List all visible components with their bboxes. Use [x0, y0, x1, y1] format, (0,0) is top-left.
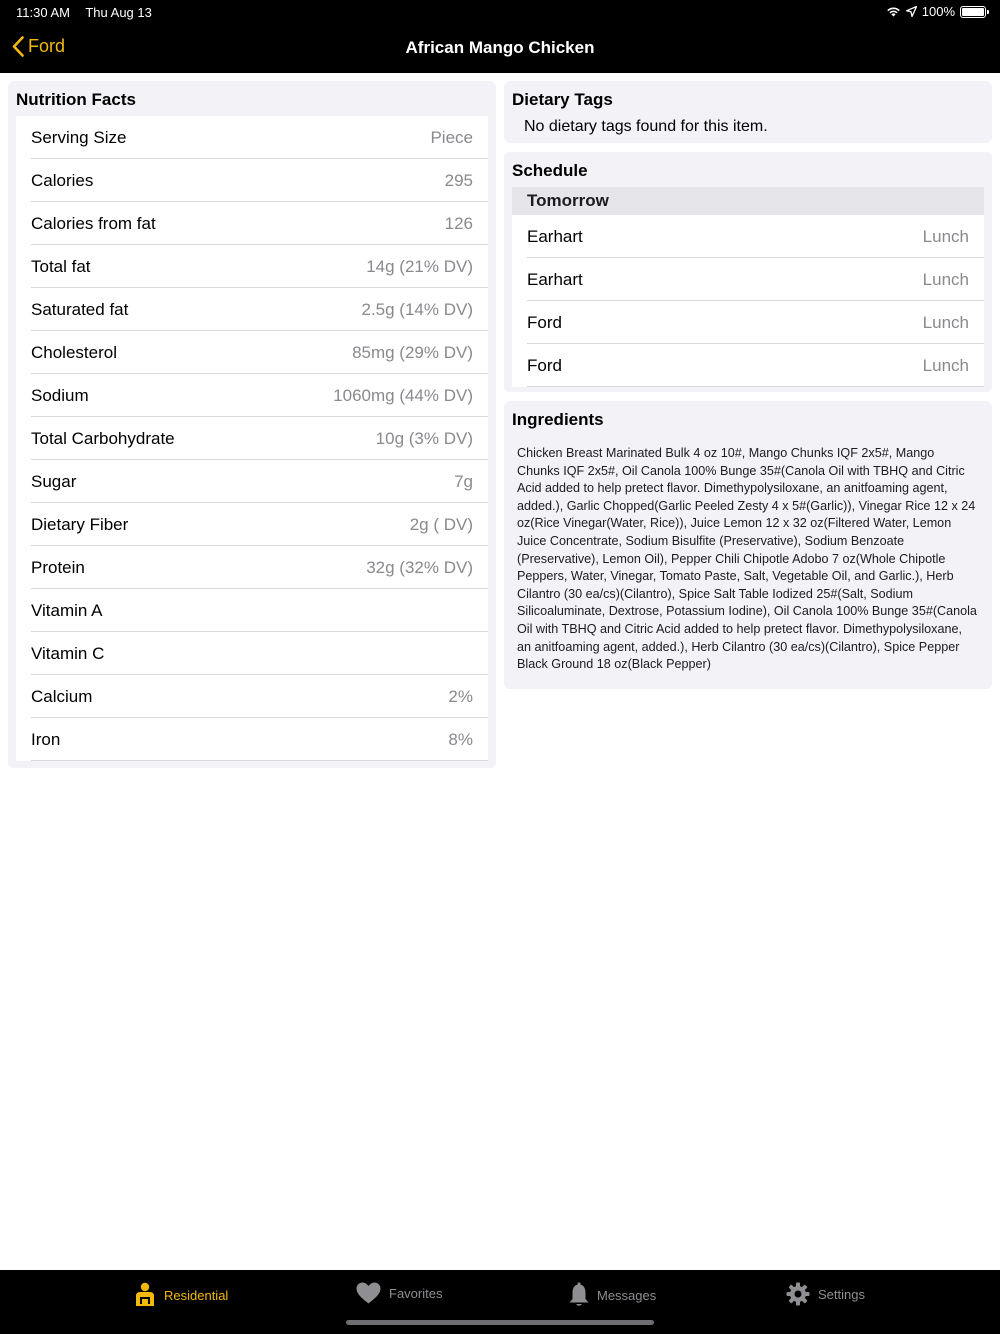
battery-icon [960, 6, 986, 18]
tab-settings[interactable] [786, 1282, 865, 1306]
nutrition-value: 8% [448, 729, 473, 749]
nutrition-label: Sodium [31, 385, 89, 405]
schedule-location: Earhart [527, 226, 583, 246]
schedule-row[interactable] [512, 344, 984, 387]
nutrition-row [16, 417, 488, 460]
tab-label: Favorites [389, 1285, 443, 1301]
nutrition-row [16, 159, 488, 202]
nutrition-row [16, 331, 488, 374]
nutrition-value: 2g ( DV) [409, 514, 473, 534]
dietary-tags-message: No dietary tags found for this item. [524, 118, 768, 135]
status-bar [0, 0, 1000, 24]
nutrition-label: Calories [31, 170, 94, 190]
schedule-meal: Lunch [922, 312, 969, 332]
schedule-row[interactable] [512, 215, 984, 258]
tab-label: Residential [164, 1287, 229, 1303]
status-date: Thu Aug 13 [85, 5, 152, 20]
nutrition-value: 85mg (29% DV) [352, 342, 473, 362]
nutrition-value: 295 [444, 170, 473, 190]
nutrition-row [16, 288, 488, 331]
schedule-location: Ford [527, 312, 562, 332]
navigation-bar [0, 24, 1000, 73]
nutrition-label: Dietary Fiber [31, 514, 129, 534]
tab-residential[interactable] [134, 1282, 228, 1308]
nutrition-row [16, 589, 488, 632]
nutrition-value: 2.5g (14% DV) [361, 299, 473, 319]
nutrition-label: Calories from fat [31, 213, 156, 233]
nutrition-row [16, 202, 488, 245]
tab-label: Messages [597, 1287, 657, 1303]
schedule-section-header: Tomorrow [512, 187, 984, 215]
ingredients-title: Ingredients [512, 410, 604, 429]
schedule-list [512, 187, 984, 387]
dietary-tags-card [504, 81, 992, 143]
nutrition-label: Total fat [31, 256, 91, 276]
tab-label: Settings [818, 1286, 865, 1302]
residential-icon [134, 1282, 156, 1308]
nutrition-label: Saturated fat [31, 299, 129, 319]
back-button-label: Ford [28, 36, 66, 56]
nutrition-label: Calcium [31, 686, 93, 706]
nutrition-value: 10g (3% DV) [375, 428, 473, 448]
schedule-meal: Lunch [922, 269, 969, 289]
nutrition-label: Cholesterol [31, 342, 117, 362]
dietary-tags-title: Dietary Tags [512, 90, 613, 109]
schedule-row[interactable] [512, 301, 984, 344]
schedule-row[interactable] [512, 258, 984, 301]
tab-messages[interactable] [569, 1282, 656, 1308]
nutrition-label: Total Carbohydrate [31, 428, 175, 448]
nutrition-label: Iron [31, 729, 61, 749]
schedule-title: Schedule [512, 161, 588, 180]
nutrition-row [16, 675, 488, 718]
nutrition-label: Serving Size [31, 127, 127, 147]
nutrition-row [16, 546, 488, 589]
ingredients-text: Chicken Breast Marinated Bulk 4 oz 10#, Mango Chunks IQF 2x5#, Mango Chunks IQF 2x5#, Oil Canola 100% Bunge 35#(Canola Oil with TBHQ and Citric Acid added to help pretect flavor. Dimethypolysiloxane, an anitfoaming agent, added.), Garlic Chopped(Garlic Peeled Zesty 4 x 5#(Garlic)), Vinegar Rice 12 x 24 oz(Rice Vinegar(Water, Rice)), Juice Lemon 12 x 32 oz(Filtered Water, Lemon Juice Concentrate, Sodium Bisulfite (Preservative), Sodium Benzoate (Preservative), Lemon Oil), Pepper Chili Chipotle Adobo 7 oz(Whole Chipotle Peppers, Water, Vinegar, Tomato Paste, Salt, Vegetable Oil, and Garlic.), Herb Cilantro (30 ea/cs)(Cilantro), Spice Salt Table Iodized 25#(Salt, Sodium Silicoaluminate, Dextrose, Potassium Iodine), Oil Canola 100% Bunge 35#(Canola Oil with TBHQ and Citric Acid added to help pretect flavor. Dimethypolysiloxane, an anitfoaming agent, added.), Herb Cilantro (30 ea/cs)(Cilantro), Spice Pepper Black Ground 18 oz(Black Pepper) [517, 446, 977, 672]
nutrition-row [16, 503, 488, 546]
nutrition-value: Piece [430, 127, 473, 147]
nutrition-row [16, 116, 488, 159]
battery-percent: 100% [921, 4, 955, 19]
heart-icon [356, 1282, 381, 1304]
nutrition-label: Protein [31, 557, 85, 577]
nutrition-row [16, 245, 488, 288]
nutrition-facts-card [8, 81, 496, 768]
nutrition-value: 2% [448, 686, 473, 706]
gear-icon [786, 1282, 810, 1306]
schedule-card [504, 152, 992, 392]
nutrition-row [16, 460, 488, 503]
nutrition-label: Vitamin C [31, 643, 105, 663]
page-title: African Mango Chicken [405, 38, 595, 57]
nutrition-value: 7g [454, 471, 473, 491]
schedule-meal: Lunch [922, 355, 969, 375]
location-arrow-icon [906, 6, 917, 17]
schedule-location: Earhart [527, 269, 583, 289]
nutrition-label: Vitamin A [31, 600, 103, 620]
nutrition-value: 1060mg (44% DV) [333, 385, 473, 405]
nutrition-value: 14g (21% DV) [366, 256, 473, 276]
nutrition-facts-title: Nutrition Facts [16, 90, 136, 109]
nutrition-list [16, 116, 488, 761]
nutrition-value: 126 [444, 213, 473, 233]
nutrition-row [16, 632, 488, 675]
home-indicator[interactable] [346, 1320, 654, 1325]
schedule-meal: Lunch [922, 226, 969, 246]
bell-icon [569, 1282, 589, 1308]
tab-favorites[interactable] [356, 1282, 442, 1304]
schedule-location: Ford [527, 355, 562, 375]
nutrition-row [16, 718, 488, 761]
wifi-icon [886, 6, 901, 17]
nutrition-row [16, 374, 488, 417]
ingredients-card [504, 401, 992, 689]
status-time: 11:30 AM [16, 5, 70, 20]
nutrition-value: 32g (32% DV) [366, 557, 473, 577]
nutrition-label: Sugar [31, 471, 77, 491]
